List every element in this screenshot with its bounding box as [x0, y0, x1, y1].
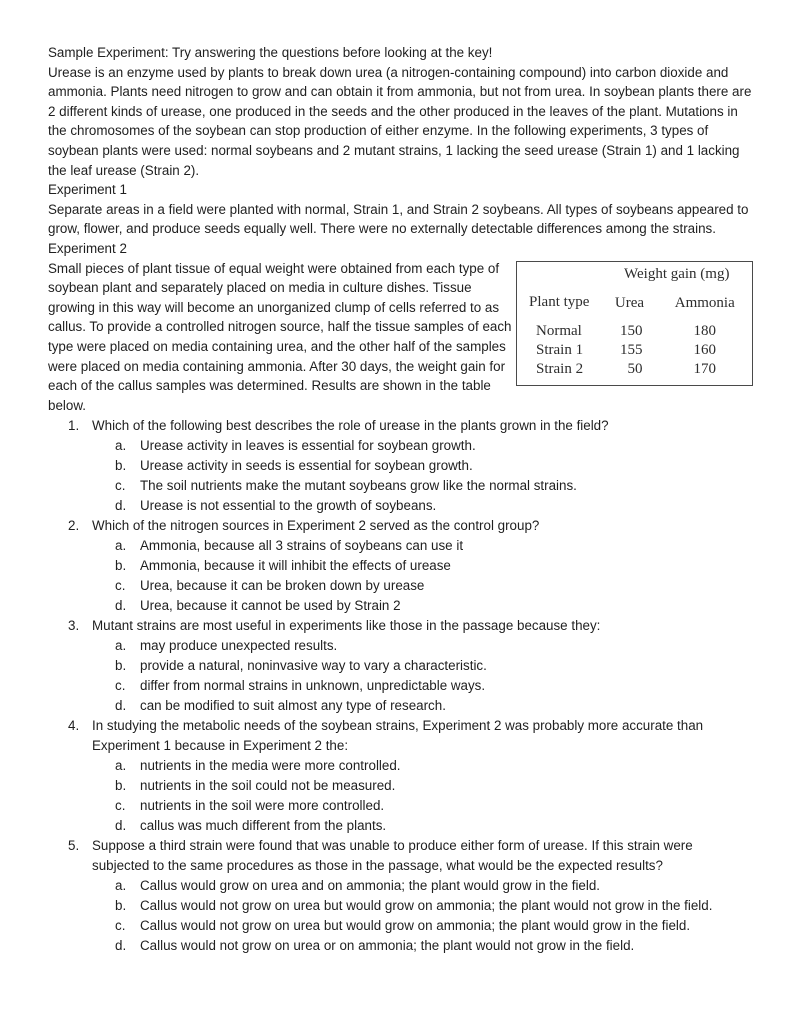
question-number: 5. [68, 837, 80, 853]
option-letter: b. [115, 657, 127, 673]
experiment2-body: Small pieces of plant tissue of equal weight were obtained from each type of soybean plant and separately placed on media in culture dishes. Tissue growing in this way will become an unorganized clump of cells referred to as callus. To provide a controlled nitrogen source, half the tissue samples of each type were placed on media containing urea, and the other half of the samples were placed on media containing ammonia. After 30 days, the weight gain for each of the callus samples was determined. Results are shown in the table below. [48, 260, 512, 413]
option-b [48, 656, 760, 676]
experiment1-body: Separate areas in a field were planted with normal, Strain 1, and Strain 2 soybeans. All types of soybeans appeared to grow, flower, and produce seeds equally well. There were no externally detectable differences among the strains. [48, 201, 749, 237]
question-text: Which of the following best describes the role of urease in the plants grown in the field? [92, 417, 609, 433]
option-text: can be modified to suit almost any type of research. [140, 697, 446, 713]
option-text: nutrients in the soil could not be measured. [140, 777, 396, 793]
option-letter: c. [115, 477, 126, 493]
option-b [48, 896, 760, 916]
option-a [48, 876, 760, 896]
weight-gain-results-table [516, 261, 753, 387]
option-letter: d. [115, 937, 127, 953]
option-letter: b. [115, 457, 127, 473]
table-row [517, 360, 753, 386]
experiment1-heading: Experiment 1 [48, 182, 127, 198]
option-d [48, 816, 760, 836]
ammonia-column-header: Ammonia [674, 294, 735, 311]
ammonia-value: 160 [693, 342, 716, 359]
option-text: provide a natural, noninvasive way to vary a characteristic. [140, 657, 487, 673]
table-row [517, 341, 753, 360]
question-text: In studying the metabolic needs of the soybean strains, Experiment 2 was probably more accurate than Experiment 1 because in Experiment 2 the: [92, 717, 704, 753]
question-5 [48, 836, 760, 956]
question-line [48, 416, 760, 436]
question-list [48, 416, 760, 956]
option-text: nutrients in the soil were more controlled. [140, 797, 385, 813]
urea-column-header: Urea [614, 294, 645, 311]
option-text: may produce unexpected results. [140, 637, 338, 653]
ammonia-value: 180 [693, 323, 716, 340]
question-3 [48, 616, 760, 716]
table-row [517, 261, 753, 289]
option-b [48, 456, 760, 476]
option-text: Urease is not essential to the growth of soybeans. [140, 497, 437, 513]
option-text: Callus would not grow on urea but would grow on ammonia; the plant would grow in the field. [140, 917, 691, 933]
intro-paragraph: Urease is an enzyme used by plants to break down urea (a nitrogen-containing compound) into carbon dioxide and ammonia. Plants need nitrogen to grow and can obtain it from ammonia, but not from urea. In soybean plants there are 2 different kinds of urease, one produced in the seeds and the other produced in the leaves of the plant. Mutations in the chromosomes of the soybean can stop production of either enzyme. In the following experiments, 3 types of soybean plants were used: normal soybeans and 2 mutant strains, 1 lacking the seed urease (Strain 1) and 1 lacking the leaf urease (Strain 2). [48, 64, 752, 178]
option-d [48, 496, 760, 516]
plant-type-value: Normal [536, 323, 582, 340]
question-line [48, 836, 760, 876]
option-c [48, 676, 760, 696]
question-2 [48, 516, 760, 616]
question-text: Which of the nitrogen sources in Experiment 2 served as the control group? [92, 517, 540, 533]
weight-gain-header: Weight gain (mg) [624, 266, 730, 283]
question-line [48, 716, 760, 756]
option-letter: a. [115, 757, 127, 773]
question-1 [48, 416, 760, 516]
experiment2-section [48, 259, 760, 416]
ammonia-value: 170 [693, 361, 716, 378]
option-text: Urea, because it cannot be used by Strain 2 [140, 597, 401, 613]
option-c [48, 796, 760, 816]
option-text: Ammonia, because all 3 strains of soybeans can use it [140, 537, 464, 553]
question-line [48, 616, 760, 636]
option-d [48, 936, 760, 956]
option-letter: b. [115, 897, 127, 913]
question-text: Suppose a third strain were found that was unable to produce either form of urease. If this strain were subjected to the same procedures as those in the passage, what would be the expected results? [92, 837, 693, 873]
question-4 [48, 716, 760, 836]
option-letter: b. [115, 777, 127, 793]
option-letter: c. [115, 917, 126, 933]
option-letter: d. [115, 817, 127, 833]
option-letter: a. [115, 437, 127, 453]
option-letter: d. [115, 697, 127, 713]
option-letter: d. [115, 597, 127, 613]
option-letter: a. [115, 877, 127, 893]
option-c [48, 476, 760, 496]
question-number: 2. [68, 517, 80, 533]
option-letter: c. [115, 677, 126, 693]
option-text: differ from normal strains in unknown, unpredictable ways. [140, 677, 486, 693]
option-a [48, 636, 760, 656]
option-a [48, 756, 760, 776]
option-text: callus was much different from the plants. [140, 817, 387, 833]
question-number: 4. [68, 717, 80, 733]
option-a [48, 536, 760, 556]
option-text: Urease activity in seeds is essential for soybean growth. [140, 457, 473, 473]
question-number: 1. [68, 417, 80, 433]
option-text: nutrients in the media were more controlled. [140, 757, 401, 773]
option-b [48, 776, 760, 796]
option-text: Ammonia, because it will inhibit the effects of urease [140, 557, 451, 573]
option-text: Urea, because it can be broken down by urease [140, 577, 425, 593]
option-d [48, 596, 760, 616]
table-row [517, 318, 753, 341]
option-text: Urease activity in leaves is essential for soybean growth. [140, 437, 476, 453]
plant-type-value: Strain 2 [536, 361, 584, 378]
option-text: Callus would not grow on urea or on ammonia; the plant would not grow in the field. [140, 937, 635, 953]
question-number: 3. [68, 617, 80, 633]
plant-type-value: Strain 1 [536, 342, 584, 359]
option-a [48, 436, 760, 456]
option-c [48, 916, 760, 936]
urea-value: 155 [620, 342, 643, 359]
option-letter: d. [115, 497, 127, 513]
question-text: Mutant strains are most useful in experiments like those in the passage because they: [92, 617, 601, 633]
option-text: The soil nutrients make the mutant soybeans grow like the normal strains. [140, 477, 577, 493]
option-letter: c. [115, 577, 126, 593]
option-d [48, 696, 760, 716]
option-letter: a. [115, 637, 127, 653]
title-line: Sample Experiment: Try answering the questions before looking at the key! [48, 45, 493, 60]
urea-value: 50 [627, 361, 643, 378]
urea-value: 150 [620, 323, 643, 340]
option-c [48, 576, 760, 596]
option-text: Callus would grow on urea and on ammonia; the plant would grow in the field. [140, 877, 601, 893]
option-letter: b. [115, 557, 127, 573]
option-b [48, 556, 760, 576]
option-text: Callus would not grow on urea but would grow on ammonia; the plant would not grow in the field. [140, 897, 713, 913]
option-letter: c. [115, 797, 126, 813]
plant-type-header: Plant type [529, 294, 590, 311]
option-letter: a. [115, 537, 127, 553]
question-line [48, 516, 760, 536]
experiment2-heading: Experiment 2 [48, 240, 127, 256]
